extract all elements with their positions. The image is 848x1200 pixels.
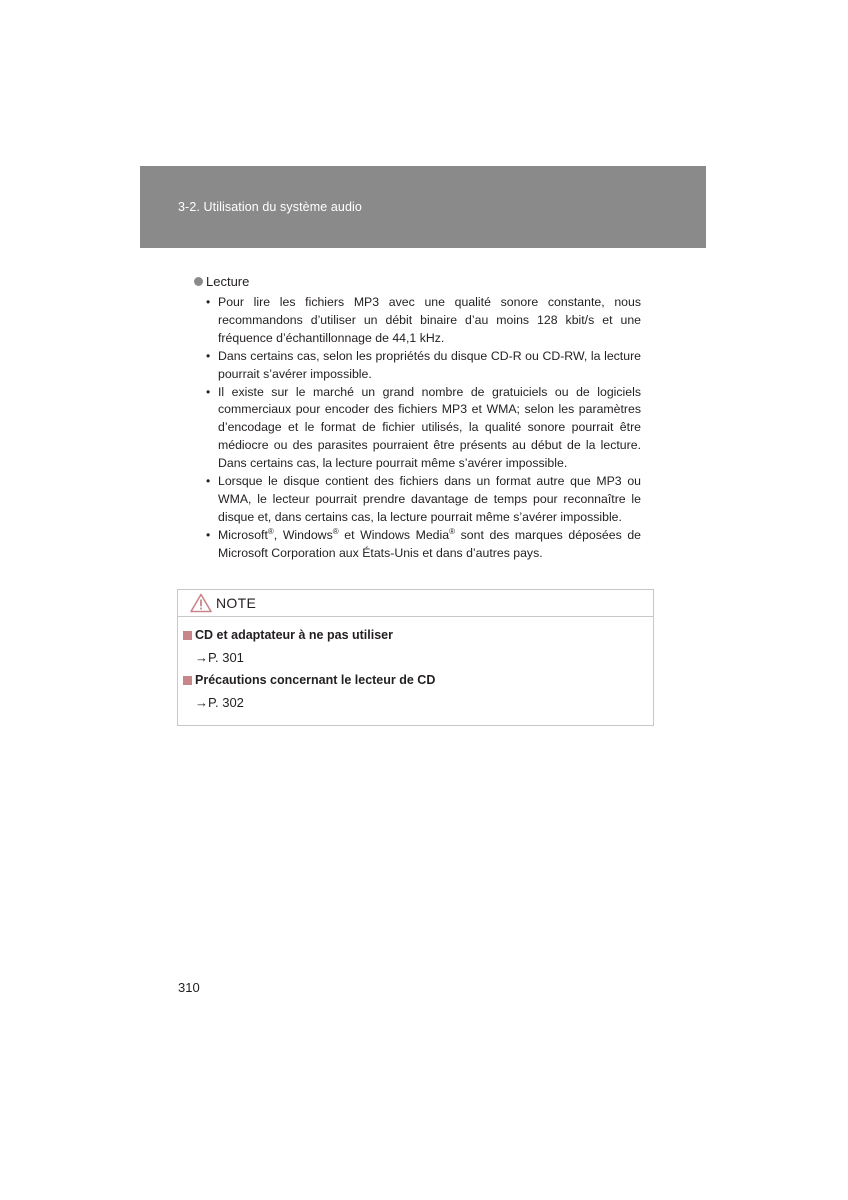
- note-label: NOTE: [216, 595, 257, 611]
- section-title: Lecture: [206, 273, 250, 289]
- list-item-text: Il existe sur le marché un grand nombre de gratuiciels ou de logiciels commerciaux pour encoder des fichiers MP3 et WMA; selon les paramètres d’encodage et le format de fichier utilisés, la qualité sonore pourrait être médiocre ou des parasites pourraient être présents au début de la lecture. Dans certains cas, la lecture pourrait même s’avérer impossible.: [218, 384, 641, 471]
- warning-triangle-icon: [190, 593, 212, 613]
- list-item-trademark: • Microsoft®, Windows® et Windows Media® sont des marques déposées de Microsoft Corporation aux États-Unis et dans d’autres pays.: [206, 526, 642, 560]
- note-item-title: CD et adaptateur à ne pas utiliser: [195, 628, 393, 642]
- bullet-list: [194, 294, 644, 563]
- section-heading: [194, 272, 644, 290]
- note-header: [178, 590, 653, 617]
- list-item: [194, 348, 641, 384]
- registered-mark: ®: [449, 526, 456, 536]
- trademark-windows-media: Windows Media: [360, 527, 450, 542]
- note-item: [183, 673, 435, 687]
- trademark-windows: Windows: [282, 527, 333, 542]
- square-bullet-icon: [183, 676, 192, 685]
- bullet-dot-icon: •: [206, 295, 211, 309]
- list-item-text: Dans certains cas, selon les propriétés du disque CD-R ou CD-RW, la lecture pourrait s’avérer impossible.: [218, 348, 641, 381]
- registered-mark: ®: [332, 526, 339, 536]
- page-reference-link[interactable]: →P. 302: [195, 695, 244, 710]
- bullet-dot-icon: •: [206, 474, 211, 489]
- bullet-dot-icon: •: [206, 527, 211, 542]
- list-item: [194, 384, 641, 474]
- lecture-section: [194, 272, 644, 563]
- list-item-text: Lorsque le disque contient des fichiers dans un format autre que MP3 ou WMA, le lecteur pourrait prendre davantage de temps pour reconnaître le disque et, dans certains cas, la lecture pourrait même s’avérer impossible.: [218, 474, 641, 524]
- list-item-text: Pour lire les fichiers MP3 avec une qualité sonore constante, nous recommandons d’utiliser un débit binaire d’au moins 128 kbit/s et une fréquence d’échantillonnage de 44,1 kHz.: [218, 295, 641, 345]
- circle-bullet-icon: [194, 277, 203, 286]
- page-reference-link[interactable]: →P. 301: [195, 650, 244, 665]
- note-item-title: Précautions concernant le lecteur de CD: [195, 673, 436, 687]
- note-box: [177, 589, 654, 726]
- trademark-text: sont des marques déposées de Microsoft Corporation aux États-Unis et dans d’autres pays.: [218, 527, 642, 560]
- page-number: 310: [178, 980, 200, 995]
- bullet-dot-icon: •: [206, 384, 211, 399]
- registered-mark: ®: [267, 526, 274, 536]
- bullet-dot-icon: •: [206, 348, 211, 363]
- note-item: [183, 628, 393, 642]
- chapter-title: 3-2. Utilisation du système audio: [178, 200, 362, 214]
- square-bullet-icon: [183, 631, 192, 640]
- list-item: [194, 473, 641, 527]
- chapter-header-band: [140, 166, 706, 248]
- trademark-microsoft: Microsoft: [218, 527, 268, 542]
- list-item: [194, 294, 641, 348]
